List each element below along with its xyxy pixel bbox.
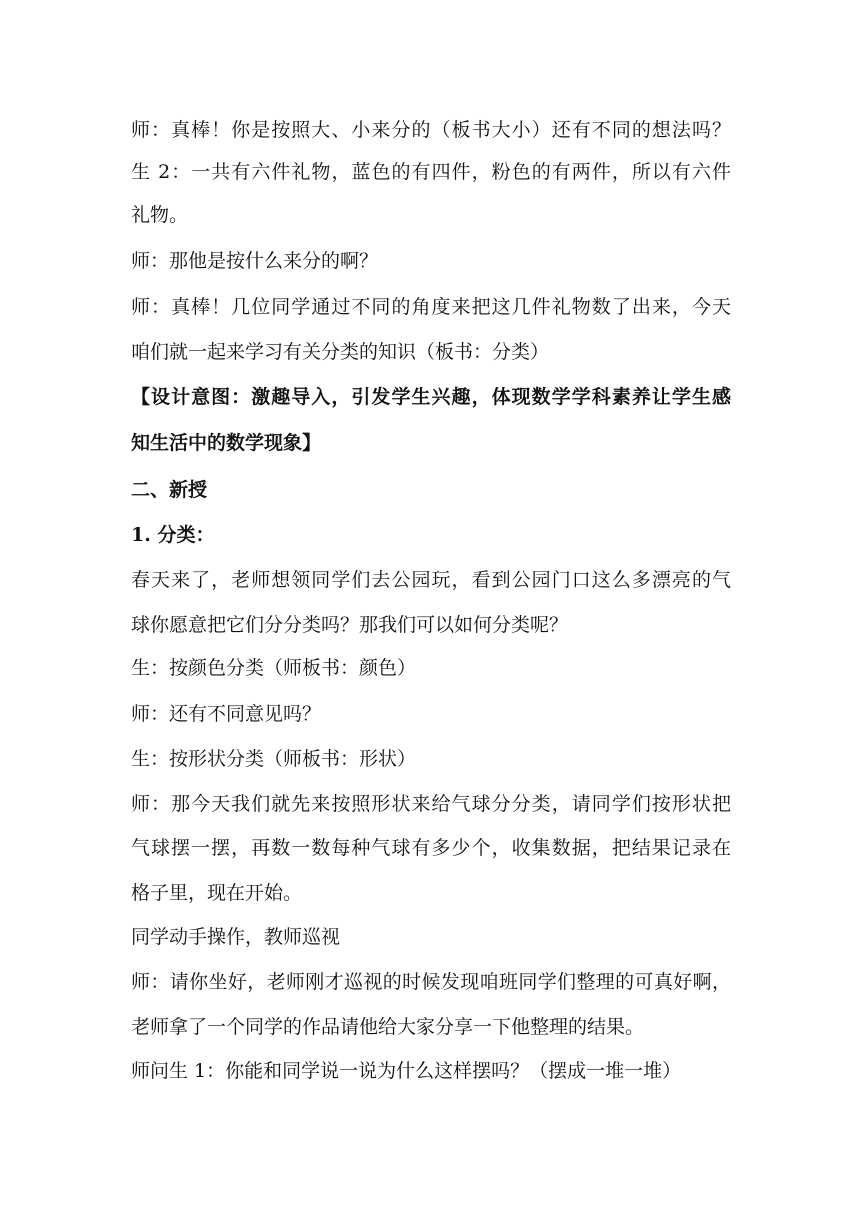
text-line: 师：请你坐好，老师刚才巡视的时候发现咱班同学们整理的可真好啊，	[131, 971, 731, 993]
subsection-heading: 1. 分类：	[131, 524, 215, 546]
text-line: 球你愿意把它们分分类吗？那我们可以如何分类呢？	[131, 614, 569, 636]
text-line: 礼物。	[131, 204, 189, 226]
text-line: 师问生 1：你能和同学说一说为什么这样摆吗？（摆成一堆一堆）	[131, 1060, 682, 1082]
text-line: 春天来了，老师想领同学们去公园玩，看到公园门口这么多漂亮的气	[131, 569, 731, 591]
text-line: 生 2：一共有六件礼物，蓝色的有四件，粉色的有两件，所以有六件	[131, 161, 731, 183]
text-line: 师：那今天我们就先来按照形状来给气球分分类，请同学们按形状把	[131, 793, 731, 815]
text-line: 生：按颜色分类（师板书：颜色）	[131, 657, 417, 679]
text-line: 师：那他是按什么来分的啊？	[131, 250, 379, 272]
design-intent-line: 【设计意图：激趣导入，引发学生兴趣，体现数学学科素养让学生感	[131, 386, 731, 408]
text-line: 格子里，现在开始。	[131, 882, 303, 904]
text-line: 咱们就一起来学习有关分类的知识（板书：分类）	[131, 341, 550, 363]
text-line: 师：还有不同意见吗？	[131, 703, 322, 725]
text-line: 师：真棒！你是按照大、小来分的（板书大小）还有不同的想法吗？	[131, 119, 731, 141]
section-heading: 二、新授	[131, 479, 208, 501]
design-intent-line: 知生活中的数学现象】	[131, 432, 322, 454]
text-line: 生：按形状分类（师板书：形状）	[131, 748, 417, 770]
text-line: 同学动手操作，教师巡视	[131, 926, 341, 948]
text-line: 师：真棒！几位同学通过不同的角度来把这几件礼物数了出来，今天	[131, 296, 731, 318]
text-line: 气球摆一摆，再数一数每种气球有多少个，收集数据，把结果记录在	[131, 837, 731, 859]
text-line: 老师拿了一个同学的作品请他给大家分享一下他整理的结果。	[131, 1016, 645, 1038]
